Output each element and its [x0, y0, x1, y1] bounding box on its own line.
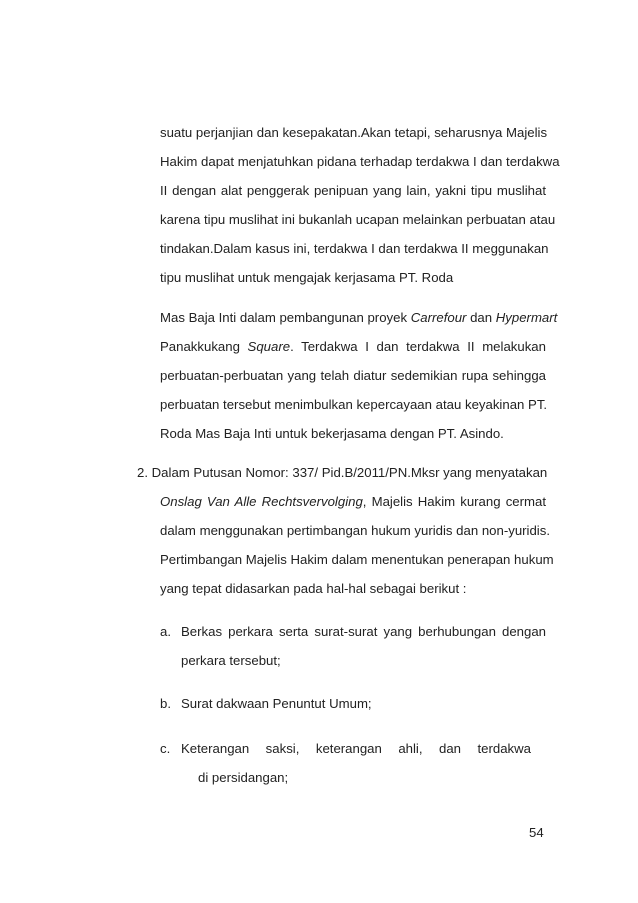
paragraph1-line-2: Hakim dapat menjatuhkan pidana terhadap terdakwa I dan terdakwa — [160, 154, 560, 169]
point2-line-2: Onslag Van Alle Rechtsvervolging, Majelis Hakim kurang cermat — [160, 494, 546, 509]
paragraph1-line-4: karena tipu muslihat ini bukanlah ucapan melainkan perbuatan atau — [160, 212, 556, 227]
list-marker-b: b. — [160, 696, 171, 711]
paragraph1-line-6: tipu muslihat untuk mengajak kerjasama PT. Roda — [160, 270, 454, 285]
list-item-c-line-2: di persidangan; — [198, 770, 289, 785]
list-item-a-line-2: perkara tersebut; — [181, 653, 281, 668]
paragraph2-line-1: Mas Baja Inti dalam pembangunan proyek Carrefour dan Hypermart — [160, 310, 558, 325]
point2-line-5: yang tepat didasarkan pada hal-hal sebagai berikut : — [160, 581, 467, 596]
point2-line-1: 2. Dalam Putusan Nomor: 337/ Pid.B/2011/PN.Mksr yang menyatakan — [137, 465, 548, 480]
list-marker-a: a. — [160, 624, 171, 639]
list-item-a-line-1: Berkas perkara serta surat-surat yang berhubungan dengan — [181, 624, 546, 639]
list-item-c-line-1: Keterangan saksi, keterangan ahli, dan terdakwa — [181, 741, 531, 756]
paragraph1-line-5: tindakan.Dalam kasus ini, terdakwa I dan terdakwa II meggunakan — [160, 241, 549, 256]
paragraph1-line-1: suatu perjanjian dan kesepakatan.Akan tetapi, seharusnya Majelis — [160, 125, 548, 140]
paragraph2-line-4: perbuatan tersebut menimbulkan kepercayaan atau keyakinan PT. — [160, 397, 548, 412]
list-item-b-line-1: Surat dakwaan Penuntut Umum; — [181, 696, 372, 711]
list-marker-c: c. — [160, 741, 171, 756]
paragraph1-line-3: II dengan alat penggerak penipuan yang lain, yakni tipu muslihat — [160, 183, 546, 198]
page-number: 54 — [529, 825, 544, 840]
paragraph2-line-2: Panakkukang Square. Terdakwa I dan terdakwa II melakukan — [160, 339, 546, 354]
paragraph2-line-3: perbuatan-perbuatan yang telah diatur sedemikian rupa sehingga — [160, 368, 546, 383]
point2-line-4: Pertimbangan Majelis Hakim dalam menentukan penerapan hukum — [160, 552, 554, 567]
paragraph2-line-5: Roda Mas Baja Inti untuk bekerjasama dengan PT. Asindo. — [160, 426, 504, 441]
point2-line-3: dalam menggunakan pertimbangan hukum yuridis dan non-yuridis. — [160, 523, 550, 538]
